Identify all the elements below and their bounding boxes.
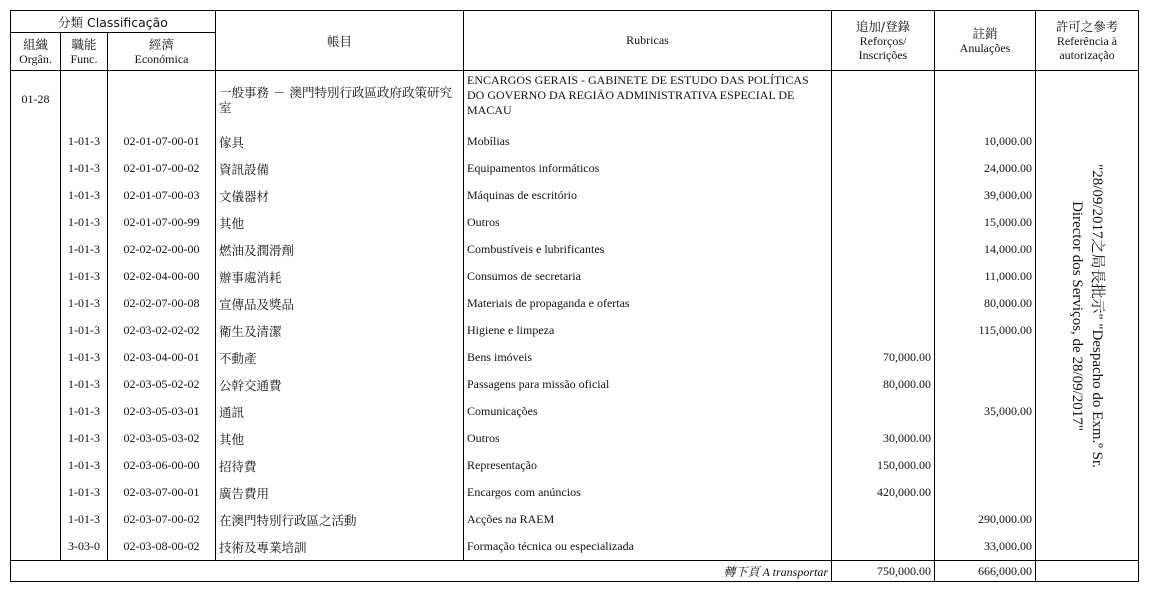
table-row (11, 425, 1139, 452)
organ-cell (11, 425, 61, 452)
table-row (11, 209, 1139, 236)
rubrica-cell: Consumos de secretaria (464, 263, 832, 290)
func-cell: 1-01-3 (61, 155, 108, 182)
table-row (11, 371, 1139, 398)
reforcos-header-pt2: Inscrições (858, 47, 908, 62)
item-zh-cell: 文儀器材 (216, 182, 464, 209)
rubrica-cell: Formação técnica ou especializada (464, 533, 832, 561)
reforcos-cell (832, 290, 935, 317)
rubrica-cell: Encargos com anúncios (464, 479, 832, 506)
item-zh-cell: 招待費 (216, 452, 464, 479)
organ-header-pt: Orgân. (19, 51, 52, 66)
authorization-text: "28/09/2017之局長批示" "Despacho do Exm.º Sr. Director dos Serviços, de 28/09/2017" (1069, 163, 1105, 468)
reforcos-cell (832, 317, 935, 344)
reforcos-header-pt1: Reforços/ (859, 33, 907, 48)
rubrica-cell: Higiene e limpeza (464, 317, 832, 344)
func-cell: 1-01-3 (61, 398, 108, 425)
table-row (11, 236, 1139, 263)
organ-cell (11, 209, 61, 236)
rubrica-cell: Mobílias (464, 128, 832, 155)
econ-cell: 02-01-07-00-01 (108, 128, 216, 155)
reforcos-header-zh: 追加/登錄 (855, 18, 911, 34)
anulacoes-header-zh: 註銷 (972, 25, 998, 41)
anulacoes-cell (935, 452, 1036, 479)
table-row (11, 533, 1139, 561)
econ-header (108, 33, 216, 71)
referencia-header-pt2: autorização (1059, 47, 1115, 62)
reforcos-cell (832, 506, 935, 533)
econ-cell: 02-03-05-03-02 (108, 425, 216, 452)
anulacoes-header (935, 11, 1036, 71)
func-cell: 1-01-3 (61, 128, 108, 155)
rubrica-cell: Combustíveis e lubrificantes (464, 236, 832, 263)
anulacoes-cell (935, 371, 1036, 398)
rubrica-cell: Representação (464, 452, 832, 479)
item-zh-cell: 技術及專業培訓 (216, 533, 464, 561)
reforcos-cell: 80,000.00 (832, 371, 935, 398)
reforcos-cell (832, 128, 935, 155)
referencia-header-pt1: Referência à (1056, 33, 1118, 48)
anulacoes-cell: 14,000.00 (935, 236, 1036, 263)
func-cell: 1-01-3 (61, 317, 108, 344)
organ-cell (11, 290, 61, 317)
table-row (11, 263, 1139, 290)
item-zh-cell: 宣傳品及獎品 (216, 290, 464, 317)
organ-cell (11, 371, 61, 398)
econ-cell: 02-03-07-00-02 (108, 506, 216, 533)
table-row (11, 452, 1139, 479)
item-zh-cell: 資訊設備 (216, 155, 464, 182)
econ-cell (108, 71, 216, 129)
organ-cell (11, 398, 61, 425)
total-anulacoes: 666,000.00 (935, 561, 1036, 582)
func-cell: 1-01-3 (61, 425, 108, 452)
econ-cell: 02-01-07-00-03 (108, 182, 216, 209)
func-cell: 1-01-3 (61, 479, 108, 506)
table-row (11, 506, 1139, 533)
func-cell: 3-03-0 (61, 533, 108, 561)
econ-cell: 02-03-08-00-02 (108, 533, 216, 561)
econ-cell: 02-03-07-00-01 (108, 479, 216, 506)
item-zh-cell: 廣告費用 (216, 479, 464, 506)
reforcos-header (832, 11, 935, 71)
reforcos-cell (832, 533, 935, 561)
transport-label: 轉下頁 A transportar (11, 561, 832, 582)
func-cell: 1-01-3 (61, 506, 108, 533)
reforcos-cell (832, 71, 935, 129)
reforcos-cell (832, 398, 935, 425)
organ-cell (11, 263, 61, 290)
econ-cell: 02-02-07-00-08 (108, 290, 216, 317)
reforcos-cell: 420,000.00 (832, 479, 935, 506)
anulacoes-cell: 35,000.00 (935, 398, 1036, 425)
table-row (11, 344, 1139, 371)
anulacoes-cell (935, 344, 1036, 371)
func-cell: 1-01-3 (61, 263, 108, 290)
anulacoes-header-pt: Anulações (959, 40, 1011, 55)
transport-row (11, 561, 1139, 582)
econ-cell: 02-01-07-00-02 (108, 155, 216, 182)
organ-cell: 01-28 (11, 71, 61, 129)
table-row (11, 155, 1139, 182)
reforcos-cell (832, 236, 935, 263)
organ-cell (11, 479, 61, 506)
table-row (11, 128, 1139, 155)
rubrica-cell: Passagens para missão oficial (464, 371, 832, 398)
authorization-cell (1036, 71, 1139, 561)
organ-header-zh: 組織 (22, 36, 48, 52)
anulacoes-cell: 10,000.00 (935, 128, 1036, 155)
item-zh-cell: 一般事務 － 澳門特別行政區政府政策研究室 (216, 71, 464, 129)
organ-cell (11, 506, 61, 533)
rubrica-cell: Outros (464, 425, 832, 452)
table-row-header-item (11, 71, 1139, 129)
func-cell: 1-01-3 (61, 344, 108, 371)
rubrica-cell: Máquinas de escritório (464, 182, 832, 209)
econ-header-zh: 經濟 (148, 36, 174, 52)
item-zh-cell: 不動產 (216, 344, 464, 371)
organ-cell (11, 128, 61, 155)
reforcos-cell (832, 209, 935, 236)
organ-cell (11, 533, 61, 561)
rubrica-cell: Equipamentos informáticos (464, 155, 832, 182)
item-zh-header: 帳目 (216, 11, 464, 71)
anulacoes-cell: 11,000.00 (935, 263, 1036, 290)
total-ref-blank (1036, 561, 1139, 582)
rubrica-cell: Bens imóveis (464, 344, 832, 371)
item-zh-cell: 其他 (216, 209, 464, 236)
referencia-header (1036, 11, 1139, 71)
item-zh-cell: 在澳門特別行政區之活動 (216, 506, 464, 533)
econ-cell: 02-01-07-00-99 (108, 209, 216, 236)
item-zh-cell: 公幹交通費 (216, 371, 464, 398)
item-zh-cell: 辦事處消耗 (216, 263, 464, 290)
total-reforcos: 750,000.00 (832, 561, 935, 582)
anulacoes-cell: 80,000.00 (935, 290, 1036, 317)
econ-cell: 02-03-02-02-02 (108, 317, 216, 344)
table-row (11, 317, 1139, 344)
table-row (11, 398, 1139, 425)
econ-cell: 02-03-06-00-00 (108, 452, 216, 479)
func-cell: 1-01-3 (61, 290, 108, 317)
econ-cell: 02-03-05-03-01 (108, 398, 216, 425)
anulacoes-cell: 24,000.00 (935, 155, 1036, 182)
func-cell: 1-01-3 (61, 209, 108, 236)
anulacoes-cell: 115,000.00 (935, 317, 1036, 344)
organ-cell (11, 182, 61, 209)
anulacoes-cell (935, 425, 1036, 452)
referencia-header-zh: 許可之參考 (1055, 18, 1119, 34)
reforcos-cell (832, 182, 935, 209)
econ-cell: 02-03-05-02-02 (108, 371, 216, 398)
reforcos-cell: 150,000.00 (832, 452, 935, 479)
item-zh-cell: 通訊 (216, 398, 464, 425)
rubrica-cell: Comunicações (464, 398, 832, 425)
anulacoes-cell: 33,000.00 (935, 533, 1036, 561)
organ-cell (11, 236, 61, 263)
func-cell (61, 71, 108, 129)
reforcos-cell (832, 263, 935, 290)
econ-cell: 02-02-02-00-00 (108, 236, 216, 263)
reforcos-cell (832, 155, 935, 182)
item-zh-cell: 燃油及潤滑劑 (216, 236, 464, 263)
anulacoes-cell (935, 479, 1036, 506)
organ-cell (11, 155, 61, 182)
func-header-zh: 職能 (71, 36, 97, 52)
anulacoes-cell: 15,000.00 (935, 209, 1036, 236)
rubrica-cell: Outros (464, 209, 832, 236)
anulacoes-cell (935, 71, 1036, 129)
organ-cell (11, 344, 61, 371)
econ-header-pt: Económica (134, 51, 189, 66)
table-row (11, 290, 1139, 317)
func-header (61, 33, 108, 71)
func-cell: 1-01-3 (61, 371, 108, 398)
budget-table (10, 10, 1139, 582)
table-row (11, 182, 1139, 209)
func-cell: 1-01-3 (61, 236, 108, 263)
func-header-pt: Func. (70, 51, 98, 66)
func-cell: 1-01-3 (61, 182, 108, 209)
rubrica-cell: Acções na RAEM (464, 506, 832, 533)
organ-cell (11, 452, 61, 479)
econ-cell: 02-03-04-00-01 (108, 344, 216, 371)
organ-header (11, 33, 61, 71)
reforcos-cell: 70,000.00 (832, 344, 935, 371)
item-zh-cell: 傢具 (216, 128, 464, 155)
table-row (11, 479, 1139, 506)
anulacoes-cell: 290,000.00 (935, 506, 1036, 533)
organ-cell (11, 317, 61, 344)
func-cell: 1-01-3 (61, 452, 108, 479)
rubricas-header: Rubricas (464, 11, 832, 71)
item-zh-cell: 衛生及清潔 (216, 317, 464, 344)
econ-cell: 02-02-04-00-00 (108, 263, 216, 290)
reforcos-cell: 30,000.00 (832, 425, 935, 452)
rubrica-cell: Materiais de propaganda e ofertas (464, 290, 832, 317)
anulacoes-cell: 39,000.00 (935, 182, 1036, 209)
item-zh-cell: 其他 (216, 425, 464, 452)
classification-header: 分類 Classificação (11, 11, 216, 33)
rubrica-cell: ENCARGOS GERAIS - GABINETE DE ESTUDO DAS POLÍTICAS DO GOVERNO DA REGIÃO ADMINISTRATIVA ESPECIAL DE MACAU (464, 71, 832, 129)
